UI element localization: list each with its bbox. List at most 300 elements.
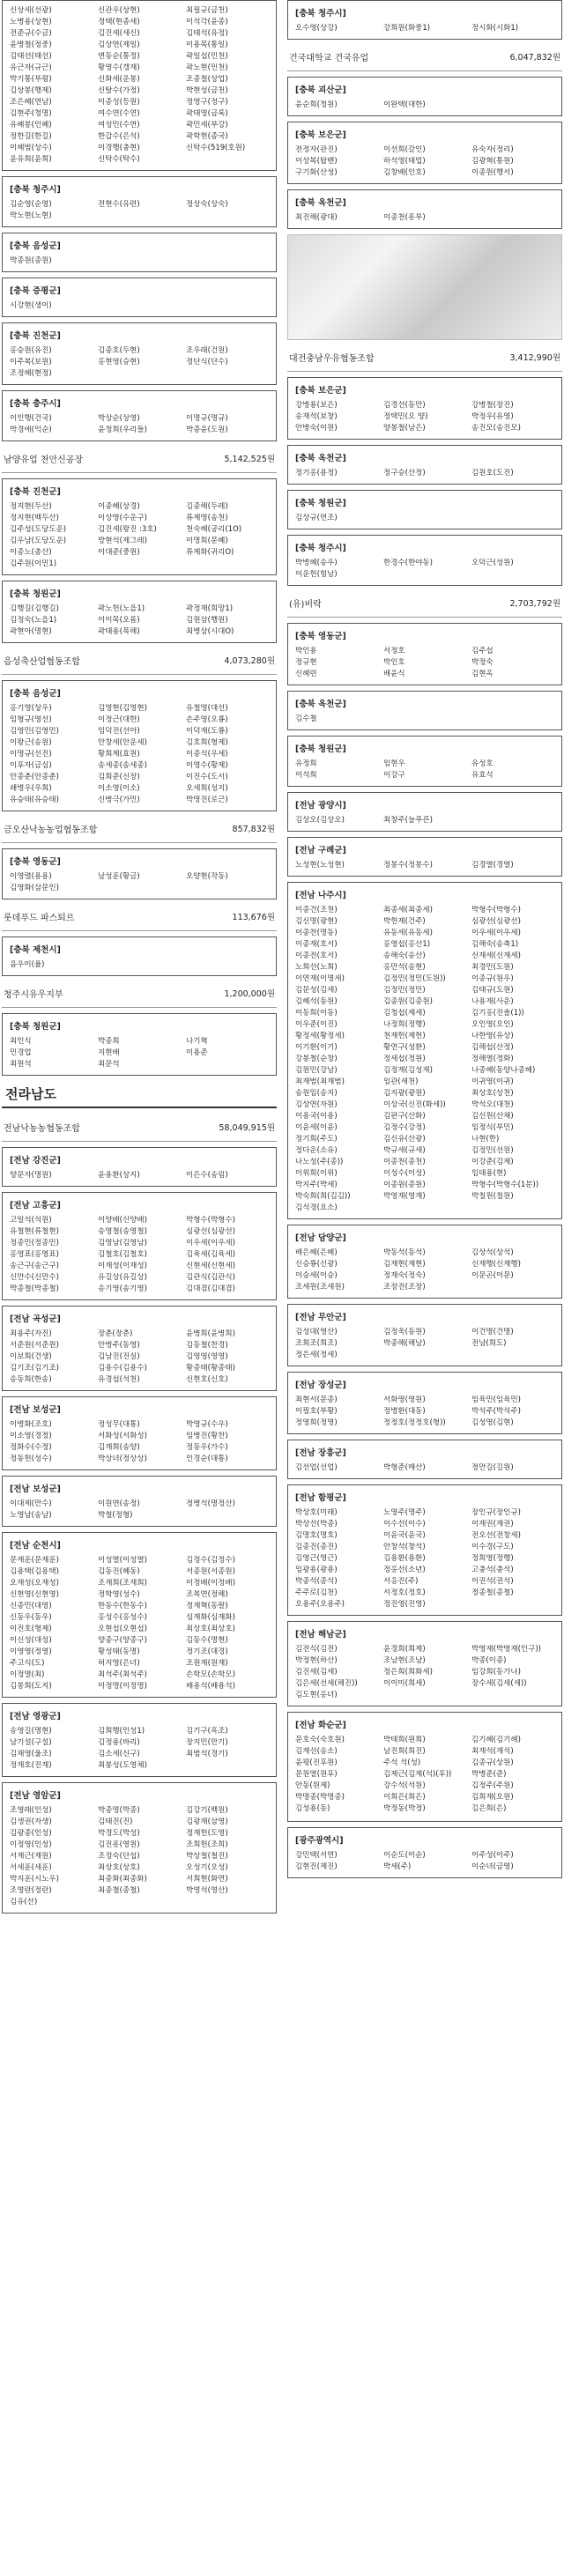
member-name: 이신성(대성) bbox=[10, 1636, 52, 1645]
member-name: 김수철 bbox=[295, 714, 317, 723]
donation-amount: 3,412,990원 bbox=[509, 353, 560, 363]
region-label: [광주광역시] bbox=[295, 1836, 344, 1846]
member-name-grid bbox=[10, 1420, 269, 1464]
member-name: 조세원(조세원) bbox=[295, 1283, 345, 1292]
member-name: 김창배(인호) bbox=[383, 168, 426, 177]
member-name: 윤용환(상지) bbox=[98, 1171, 140, 1180]
member-name: 정홍선(소년) bbox=[383, 1566, 426, 1574]
member-name: 민경업 bbox=[10, 1048, 32, 1057]
member-name-grid bbox=[295, 714, 554, 724]
member-name: 문원열(원후) bbox=[295, 1770, 338, 1779]
member-name: 박정동(박정) bbox=[383, 1804, 426, 1813]
member-name: 이종찬(명동) bbox=[295, 929, 338, 937]
member-name: 김정민(정민(도원)) bbox=[383, 974, 446, 983]
member-name: 김기홍(진솔(1)) bbox=[471, 1009, 524, 1018]
member-name: 심광선(심광선) bbox=[471, 917, 521, 926]
organization-row bbox=[287, 45, 562, 71]
member-name: 정영구(정구) bbox=[186, 98, 228, 107]
member-name-grid bbox=[10, 704, 269, 805]
donation-amount: 5,142,525원 bbox=[224, 455, 275, 464]
member-name: 김상봉(행제) bbox=[10, 86, 52, 95]
member-name: 김태선(태선) bbox=[10, 52, 52, 61]
member-name: 최진해(광대) bbox=[295, 213, 338, 222]
member-name: 한경수(한야동) bbox=[383, 559, 433, 567]
region-label: [충북 영동군] bbox=[295, 632, 346, 641]
member-name: 김진세(새신) bbox=[98, 29, 140, 38]
member-name: 음우미(율) bbox=[10, 960, 45, 969]
member-name: 김태석(유정) bbox=[186, 29, 228, 38]
member-name bbox=[186, 256, 269, 266]
member-name: 안병주(동영) bbox=[98, 1341, 140, 1350]
member-name: 김정용(바리) bbox=[98, 1738, 140, 1747]
member-name: 김영현(김영현) bbox=[98, 704, 147, 713]
member-name: 김진흥(영원) bbox=[98, 1840, 140, 1849]
member-name: 이정영(인성) bbox=[10, 1840, 52, 1849]
member-name: 박지훈(시노우) bbox=[10, 1875, 59, 1884]
member-name: 신관우(상현) bbox=[98, 6, 140, 15]
member-name: 정진영(진영) bbox=[383, 1600, 426, 1609]
region-label: [전남 무안군] bbox=[295, 1313, 346, 1322]
member-name: 양문자(명원) bbox=[10, 1171, 52, 1180]
member-name: 이용준 bbox=[186, 1048, 208, 1057]
member-name: 고충석(충석) bbox=[471, 1566, 514, 1574]
member-name: 오세희(성지) bbox=[186, 784, 228, 793]
member-name: 송기영(송기영) bbox=[98, 1284, 147, 1293]
member-name: 신현세(신현세) bbox=[186, 1262, 235, 1270]
member-name: 이건명(건명) bbox=[471, 1328, 514, 1336]
member-name: 조재희(조재희) bbox=[98, 1579, 147, 1588]
member-name: 김영화(삼문인) bbox=[10, 884, 59, 892]
member-name: 김주섭 bbox=[471, 647, 494, 655]
member-group-box bbox=[287, 1621, 562, 1706]
member-name: 정기희(주도) bbox=[295, 1135, 338, 1144]
member-name: 이정근(대한) bbox=[98, 715, 140, 724]
donation-amount: 1,200,000원 bbox=[224, 989, 275, 999]
member-name: 정종민(정종민) bbox=[10, 1239, 59, 1247]
member-name: 김봉희(도지) bbox=[10, 1682, 52, 1691]
member-name: 시강현(생이) bbox=[10, 301, 52, 310]
member-name: 나종혜(동양나종혜) bbox=[471, 1066, 536, 1075]
region-label: [전남 함평군] bbox=[295, 1493, 346, 1503]
member-name: 김용택(김용택) bbox=[10, 1567, 59, 1576]
member-name: 나정희(정행) bbox=[383, 1020, 426, 1029]
member-name: 김희준(신장) bbox=[98, 773, 140, 781]
member-name: 김용환(용환) bbox=[383, 1554, 426, 1563]
member-name: 류제영(송천) bbox=[186, 514, 228, 522]
member-name: 이권석(권석) bbox=[471, 1577, 514, 1586]
member-name: 김현옥 bbox=[471, 670, 494, 678]
member-name: 서희현(화연) bbox=[186, 1875, 228, 1884]
member-name: 조복연(정해) bbox=[186, 1590, 228, 1599]
member-name: 박병혜(송우) bbox=[295, 559, 338, 567]
member-name-grid bbox=[10, 872, 269, 893]
member-name: 곽현아(명현) bbox=[10, 627, 52, 636]
member-name: 조종철(상업) bbox=[186, 75, 228, 84]
member-name: 조장진(조장) bbox=[383, 1283, 426, 1292]
member-name-grid bbox=[10, 1171, 269, 1181]
member-name: 최용주(자진) bbox=[10, 1329, 52, 1338]
region-label: [전남 담양군] bbox=[295, 1233, 346, 1243]
member-name: 심재화(심재화) bbox=[186, 1613, 235, 1622]
region-label: [전남 보성군] bbox=[10, 1405, 61, 1415]
member-name: 서응진(주) bbox=[383, 1577, 419, 1586]
member-name: 김호희(형제) bbox=[186, 738, 228, 747]
region-label: [전남 구례군] bbox=[295, 846, 346, 855]
member-name: 김태규(도원) bbox=[471, 986, 514, 995]
organization-row bbox=[2, 817, 277, 843]
member-name: 김상연(자원) bbox=[295, 1100, 338, 1109]
member-name: 주고식(도) bbox=[10, 1659, 45, 1668]
member-name: 박영재(영재) bbox=[383, 1192, 426, 1201]
region-label: [충북 청주시] bbox=[295, 9, 346, 19]
member-name-grid bbox=[295, 647, 554, 679]
member-name: 강봉철(순창) bbox=[295, 1055, 338, 1063]
member-name: 김관식(김관식) bbox=[186, 1273, 235, 1282]
member-name: 김해숙(송축1) bbox=[471, 940, 519, 949]
member-name: 황성태(동명) bbox=[98, 1647, 140, 1656]
member-name: 정시화(시화1) bbox=[471, 24, 519, 33]
member-group-box bbox=[2, 390, 277, 441]
member-name-grid bbox=[295, 100, 554, 110]
member-name: 송진모(송진모) bbox=[471, 424, 521, 433]
member-name: 박종철(박종철) bbox=[10, 1284, 59, 1293]
member-name: 임형규(영선) bbox=[10, 715, 52, 724]
member-name bbox=[471, 1691, 554, 1700]
member-name: 김신원(산채) bbox=[471, 1112, 514, 1121]
member-name: 이선희(갈인) bbox=[383, 145, 426, 154]
member-name: 이상국(신진(화세)) bbox=[383, 1100, 446, 1109]
member-name: 지현배 bbox=[98, 1048, 120, 1057]
member-name: 김순영(순영) bbox=[10, 200, 52, 209]
member-name bbox=[383, 714, 466, 724]
member-group-box bbox=[287, 1304, 562, 1366]
member-name: 박종윤(도원) bbox=[186, 426, 228, 434]
member-name: 전정자(관진) bbox=[295, 145, 338, 154]
member-name: 이우세(이우세) bbox=[186, 1239, 235, 1247]
member-name: 박경도(박성) bbox=[98, 1829, 140, 1838]
member-name-grid bbox=[10, 6, 269, 165]
member-name: 최종화(최종화) bbox=[98, 1875, 147, 1884]
member-name: 이병화(조호) bbox=[10, 1420, 52, 1429]
member-name: 정세섭(정원) bbox=[383, 1055, 426, 1063]
member-name: 이종천(종천) bbox=[383, 1158, 426, 1166]
member-name: 김철호(김철호) bbox=[98, 1250, 147, 1259]
member-name: 정다운(소유) bbox=[295, 1146, 338, 1155]
member-name: 박석오(대천) bbox=[471, 1100, 514, 1109]
member-name: 안창석(창석) bbox=[383, 1543, 426, 1551]
member-name: 나노성(주(종)) bbox=[295, 1158, 344, 1166]
member-name: 문호숙(숙호원) bbox=[295, 1736, 345, 1744]
member-name: 김영민(김영민) bbox=[10, 727, 59, 736]
member-name: 강민택(서연) bbox=[295, 1851, 338, 1860]
member-name-grid bbox=[295, 469, 554, 478]
member-name bbox=[471, 1203, 554, 1213]
member-name: 조영란(정란) bbox=[10, 1886, 52, 1895]
member-name: 이명규(선진) bbox=[10, 750, 52, 759]
member-name: 곽정재(희망1) bbox=[186, 604, 234, 613]
member-name: 김성영(김현) bbox=[471, 1418, 514, 1427]
member-name: 이성수(이성) bbox=[383, 1169, 426, 1178]
organization-name: 롯데푸드 파스퇴르 bbox=[4, 914, 75, 923]
member-name: 이대준(중원) bbox=[98, 548, 140, 557]
member-name: 박상순(상영) bbox=[98, 414, 140, 423]
member-name: 김영영(영영) bbox=[186, 1352, 228, 1361]
member-name: 박정숙 bbox=[471, 658, 494, 667]
member-name: 최원석 bbox=[10, 1060, 32, 1069]
member-name-grid bbox=[10, 1556, 269, 1691]
member-group-box bbox=[287, 1827, 562, 1878]
member-name: 곽노현(민천) bbox=[186, 63, 228, 72]
member-name: 김정수(강정) bbox=[383, 1123, 426, 1132]
member-name: 김청섭(제세) bbox=[383, 1009, 426, 1018]
member-name: 홍영표(홍영표) bbox=[10, 1250, 59, 1259]
member-name bbox=[186, 369, 269, 379]
member-name: 윤청희(우리들) bbox=[98, 426, 147, 434]
member-name: 김정민(선원) bbox=[471, 1146, 514, 1155]
member-name: 윤유희(윤희) bbox=[10, 155, 52, 164]
member-name: 박경애(익순) bbox=[10, 426, 52, 434]
member-name bbox=[383, 1351, 466, 1360]
member-group-box bbox=[2, 581, 277, 643]
member-name: 김정민(정민) bbox=[383, 986, 426, 995]
region-label: [전남 나주시] bbox=[295, 891, 346, 900]
member-name: 김성용(동) bbox=[295, 1804, 330, 1813]
member-name: 홍기영(상우) bbox=[10, 704, 52, 713]
member-name: 김영남(김영남) bbox=[98, 1239, 147, 1247]
member-name: 송근구(송근구) bbox=[10, 1262, 59, 1270]
member-name: 유정희 bbox=[295, 759, 317, 768]
member-name: 박영재(박영재(인구)) bbox=[471, 1645, 541, 1654]
member-name: 정봉수(정봉수) bbox=[383, 861, 433, 870]
member-name: 배용석(배용석) bbox=[186, 1682, 235, 1691]
member-name: 정기홍(용정) bbox=[295, 469, 338, 477]
member-name: 박지주(박세) bbox=[295, 1181, 338, 1189]
member-name: 정해열(정화) bbox=[471, 1055, 514, 1063]
member-group-box bbox=[287, 792, 562, 832]
member-name: 김신유(산광) bbox=[383, 1135, 426, 1144]
member-name: 김경선(동만) bbox=[383, 401, 426, 410]
member-name: 정화수(수정) bbox=[10, 1443, 52, 1452]
member-name: 전오선(전창세) bbox=[471, 1531, 521, 1540]
member-name: 안병숙(이원) bbox=[295, 424, 338, 433]
region-label: [충북 증평군] bbox=[10, 286, 61, 296]
member-name: 오양현(작동) bbox=[186, 872, 228, 881]
member-group-box bbox=[2, 1703, 277, 1777]
member-name-grid bbox=[10, 200, 269, 221]
member-name: 김원민(강남) bbox=[295, 1066, 338, 1075]
region-label: [충북 옥천군] bbox=[295, 198, 346, 208]
region-label: [충북 음성군] bbox=[10, 689, 61, 699]
member-name bbox=[186, 559, 269, 569]
member-name: 이종천(흥부) bbox=[383, 213, 426, 222]
member-name: 김현주(청명) bbox=[10, 109, 52, 118]
member-name: 최병삼(시대O) bbox=[186, 627, 234, 636]
member-name: 김제근(김제(석)(후)) bbox=[383, 1770, 452, 1779]
member-name: 김재선(송소) bbox=[295, 1747, 338, 1756]
member-name: 김혜석(동원) bbox=[295, 997, 338, 1006]
member-name: 유근자(규근) bbox=[10, 63, 52, 72]
member-name: 곽학현(종국) bbox=[186, 132, 228, 141]
member-name: 이양배(신양배) bbox=[98, 1216, 147, 1225]
member-group-box bbox=[2, 1147, 277, 1187]
member-name: 김종호(두현) bbox=[98, 346, 140, 355]
member-name: 최현서(문종) bbox=[295, 1395, 338, 1404]
member-name: 박형수(박형수) bbox=[471, 906, 521, 914]
member-name bbox=[471, 100, 554, 110]
member-name: 이종혜(상경) bbox=[98, 502, 140, 511]
member-name-grid bbox=[295, 816, 554, 825]
member-name: 김용수(김용수) bbox=[98, 1364, 147, 1373]
member-name: 곽민세(부강) bbox=[186, 121, 228, 130]
member-group-box bbox=[2, 0, 277, 171]
member-name-grid bbox=[295, 1851, 554, 1872]
member-name: 정동우(가수) bbox=[186, 1443, 228, 1452]
member-name: 정지현(두산) bbox=[10, 502, 52, 511]
member-name: 이윤세(이윤) bbox=[295, 1123, 338, 1132]
member-name: 김은세(선세(해진)) bbox=[295, 1679, 358, 1688]
member-name: 김동철(찬경) bbox=[186, 1341, 228, 1350]
region-label: [충북 충주시] bbox=[10, 399, 61, 409]
member-name: 박철(정형) bbox=[98, 1511, 133, 1520]
member-name bbox=[98, 256, 181, 266]
member-name: 서화영(영원) bbox=[383, 1395, 426, 1404]
member-name: 김강기(백원) bbox=[186, 1806, 228, 1815]
member-name: 박현성(금천) bbox=[186, 86, 228, 95]
member-name: 김생권(자생) bbox=[10, 1817, 52, 1826]
member-name: 김상규(연조) bbox=[295, 514, 338, 522]
region-label: [전남 화순군] bbox=[295, 1721, 346, 1730]
member-name: 이이미(희세) bbox=[383, 1679, 426, 1688]
member-name: 이종원(종원) bbox=[383, 1181, 426, 1189]
member-name-grid bbox=[295, 1248, 554, 1292]
member-name: 홍승원(유진) bbox=[10, 346, 52, 355]
member-name: 이종전(호서) bbox=[295, 951, 338, 960]
member-name: 김종규(상원) bbox=[471, 1758, 514, 1767]
member-group-box bbox=[287, 535, 562, 586]
member-name-grid bbox=[10, 960, 269, 970]
member-name: 김종진(종진) bbox=[295, 1543, 338, 1551]
region-label: [전남 광양시] bbox=[295, 801, 346, 811]
member-name-grid bbox=[295, 1328, 554, 1360]
member-name: 이동희(이동) bbox=[295, 1009, 338, 1018]
member-group-box bbox=[287, 377, 562, 440]
member-name bbox=[471, 1600, 554, 1610]
member-name: 유경섭(석천) bbox=[98, 1375, 140, 1384]
region-label: [전남 고흥군] bbox=[10, 1201, 61, 1210]
member-name bbox=[98, 369, 181, 379]
member-name: 조우래(건원) bbox=[186, 346, 228, 355]
member-group-box bbox=[287, 490, 562, 529]
member-name: 박노현(노현) bbox=[10, 211, 52, 220]
member-group-box bbox=[287, 837, 562, 877]
member-name-grid bbox=[295, 213, 554, 223]
member-name: 송해숙(송산) bbox=[383, 951, 426, 960]
crowd-photo bbox=[287, 234, 562, 340]
member-name: 김재현(재현) bbox=[383, 1260, 426, 1269]
member-name: 이진호(형제) bbox=[10, 1625, 52, 1633]
member-name: 박상선(박종) bbox=[295, 1520, 338, 1529]
member-name: 이정명(이정명) bbox=[98, 1682, 147, 1691]
member-name: 김원호(도진) bbox=[471, 469, 514, 477]
member-name: 김도현(홍녀) bbox=[295, 1691, 338, 1699]
member-name: 전현수(유련) bbox=[98, 200, 140, 209]
member-name: 정택(현종세) bbox=[98, 18, 140, 26]
member-name: 홍성수(홍성수) bbox=[98, 1613, 147, 1622]
member-name: 유동세(유동세) bbox=[383, 929, 433, 937]
member-name: 이인행(건국) bbox=[10, 414, 52, 423]
member-name: 황종태(황종태) bbox=[186, 1364, 235, 1373]
region-label: [충북 청원군] bbox=[10, 1022, 61, 1032]
member-group-box bbox=[2, 478, 277, 575]
member-name: 주석 석(성) bbox=[383, 1758, 421, 1767]
member-name: 박정우(유영) bbox=[471, 412, 514, 421]
member-name bbox=[471, 714, 554, 724]
member-name: 박영규(수우) bbox=[186, 1420, 228, 1429]
member-group-box bbox=[287, 1225, 562, 1299]
member-name: 박정현(하산) bbox=[295, 1656, 338, 1665]
member-group-box bbox=[287, 445, 562, 485]
member-name bbox=[471, 1283, 554, 1292]
member-name-grid bbox=[295, 401, 554, 433]
member-name: 이주복(보원) bbox=[10, 358, 52, 366]
member-name: 김석경(요소) bbox=[295, 1203, 338, 1212]
member-name: 유길상(유길상) bbox=[98, 1273, 147, 1282]
donation-amount: 113,676원 bbox=[232, 913, 275, 922]
member-name: 최재범(최재범) bbox=[295, 1077, 345, 1086]
member-name: 나용재(사운) bbox=[471, 997, 514, 1006]
member-name: 천재헌(제헌) bbox=[383, 1032, 426, 1040]
member-name: 안종춘(안종춘) bbox=[10, 773, 59, 781]
member-group-box bbox=[287, 1712, 562, 1822]
member-name: 최창주(늘푸른) bbox=[383, 816, 433, 825]
region-label: [전남 영광군] bbox=[10, 1712, 61, 1721]
member-name: 이종재(호서) bbox=[295, 940, 338, 949]
member-name: 정택민(오 양) bbox=[383, 412, 428, 421]
member-name: 김육세(김육세) bbox=[186, 1250, 235, 1259]
member-name: 김진세(왕진 :3호) bbox=[98, 525, 157, 534]
member-name: 이문곤(이문) bbox=[471, 1271, 514, 1280]
member-name-grid bbox=[10, 1499, 269, 1521]
member-name: 정병환(대동) bbox=[383, 1407, 426, 1416]
member-name: 남성훈(황금) bbox=[98, 872, 140, 881]
member-name: 김진세(김세) bbox=[295, 1668, 338, 1677]
member-name-grid bbox=[10, 1806, 269, 1907]
member-name: 이종노(총산) bbox=[10, 548, 52, 557]
member-name: 전남(희도) bbox=[471, 1339, 507, 1348]
region-label: [전남 영암군] bbox=[10, 1791, 61, 1801]
member-name: 강수석(석원) bbox=[383, 1781, 426, 1790]
member-name: 김기혜(김기혜) bbox=[471, 1736, 521, 1744]
member-name: 장인규(장인규) bbox=[471, 1508, 521, 1517]
member-name: 정단식(단수) bbox=[186, 358, 228, 366]
organization-name: 전남낙농농협동조합 bbox=[4, 1124, 80, 1134]
member-name: 이종원(행서) bbox=[471, 168, 514, 177]
member-group-box bbox=[287, 1484, 562, 1616]
member-name: 임강희(동가나) bbox=[471, 1668, 521, 1677]
member-name bbox=[98, 884, 181, 893]
member-name: 이연재(이명세) bbox=[295, 974, 345, 983]
member-name: 이이목(오롬) bbox=[98, 616, 140, 625]
member-group-box bbox=[287, 77, 562, 116]
member-name: 임육민(임육민) bbox=[471, 1395, 521, 1404]
member-name: 박명진(로근) bbox=[186, 796, 228, 804]
member-name: 김희재(오원) bbox=[471, 1793, 514, 1802]
member-name-grid bbox=[10, 1216, 269, 1294]
member-name: 정병석(명정산) bbox=[186, 1499, 235, 1508]
member-name: 이덕재(도룡) bbox=[186, 727, 228, 736]
member-name-grid bbox=[295, 24, 554, 33]
member-name: 송원임(송지) bbox=[295, 1089, 338, 1098]
